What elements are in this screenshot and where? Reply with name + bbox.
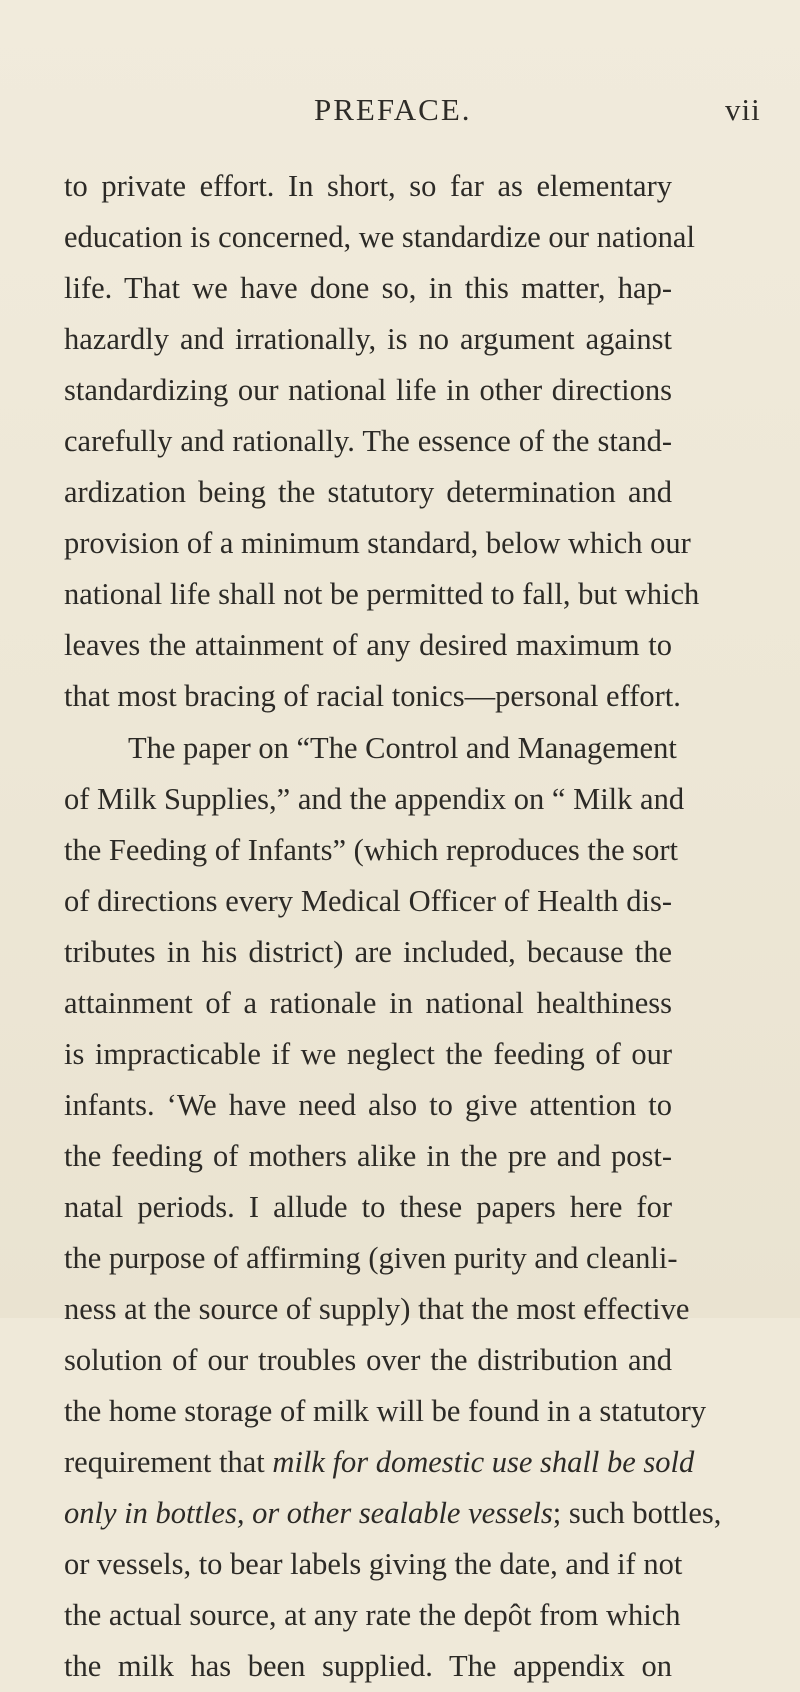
- text-line: the purpose of affirming (given purity and cleanli-: [64, 1240, 678, 1275]
- text-line: to private effort. In short, so far as elementary: [64, 169, 672, 203]
- text-line: only in bottles, or other sealable vessels; such bottles,: [64, 1496, 722, 1531]
- text-line: the milk has been supplied. The appendix on: [64, 1649, 672, 1684]
- text-line: the Feeding of Infants” (which reproduces the sort: [64, 832, 679, 867]
- italic-phrase: milk for domestic use shall be sold: [272, 1445, 695, 1480]
- page-title: PREFACE.: [314, 92, 472, 127]
- text-line: national life shall not be permitted to fall, but which: [64, 577, 700, 612]
- text-line: of directions every Medical Officer of Health dis-: [64, 883, 672, 918]
- text-line: standardizing our national life in other directions: [64, 373, 672, 408]
- text-line: the actual source, at any rate the depôt from which: [64, 1598, 681, 1633]
- text-line: education is concerned, we standardize our national: [64, 220, 695, 255]
- text-line: leaves the attainment of any desired maximum to: [64, 628, 672, 663]
- italic-phrase: only in bottles, or other sealable vessels: [64, 1496, 553, 1531]
- text-line: carefully and rationally. The essence of the stand-: [64, 424, 672, 459]
- text-line: solution of our troubles over the distribution and: [64, 1343, 672, 1378]
- text-line: ardization being the statutory determination and: [64, 475, 672, 510]
- paragraph-end-line: that most bracing of racial tonics—personal effort.: [64, 679, 681, 714]
- text-line: of Milk Supplies,” and the appendix on “ Milk and: [64, 781, 685, 816]
- text-line: ness at the source of supply) that the most effective: [64, 1292, 690, 1327]
- paragraph-start-line: The paper on “The Control and Management: [128, 730, 677, 765]
- text-line: or vessels, to bear labels giving the date, and if not: [64, 1547, 683, 1582]
- body-text: [64, 161, 722, 1692]
- text-line: life. That we have done so, in this matter, hap-: [64, 271, 672, 306]
- text-line: attainment of a rationale in national healthiness: [64, 985, 672, 1020]
- text-line: the home storage of milk will be found in a statutory: [64, 1394, 707, 1429]
- text-line: natal periods. I allude to these papers here for: [64, 1189, 672, 1224]
- text-line: provision of a minimum standard, below which our: [64, 526, 691, 561]
- text-line: requirement that milk for domestic use shall be sold: [64, 1445, 695, 1480]
- text-line: the feeding of mothers alike in the pre and post-: [64, 1138, 672, 1173]
- text-line: infants. ‘We have need also to give attention to: [64, 1087, 672, 1122]
- text-line: hazardly and irrationally, is no argument against: [64, 322, 672, 357]
- text-line: is impracticable if we neglect the feeding of our: [64, 1036, 672, 1071]
- page-number: vii: [725, 92, 761, 127]
- text-line: tributes in his district) are included, because the: [64, 934, 672, 969]
- running-head: [0, 92, 800, 132]
